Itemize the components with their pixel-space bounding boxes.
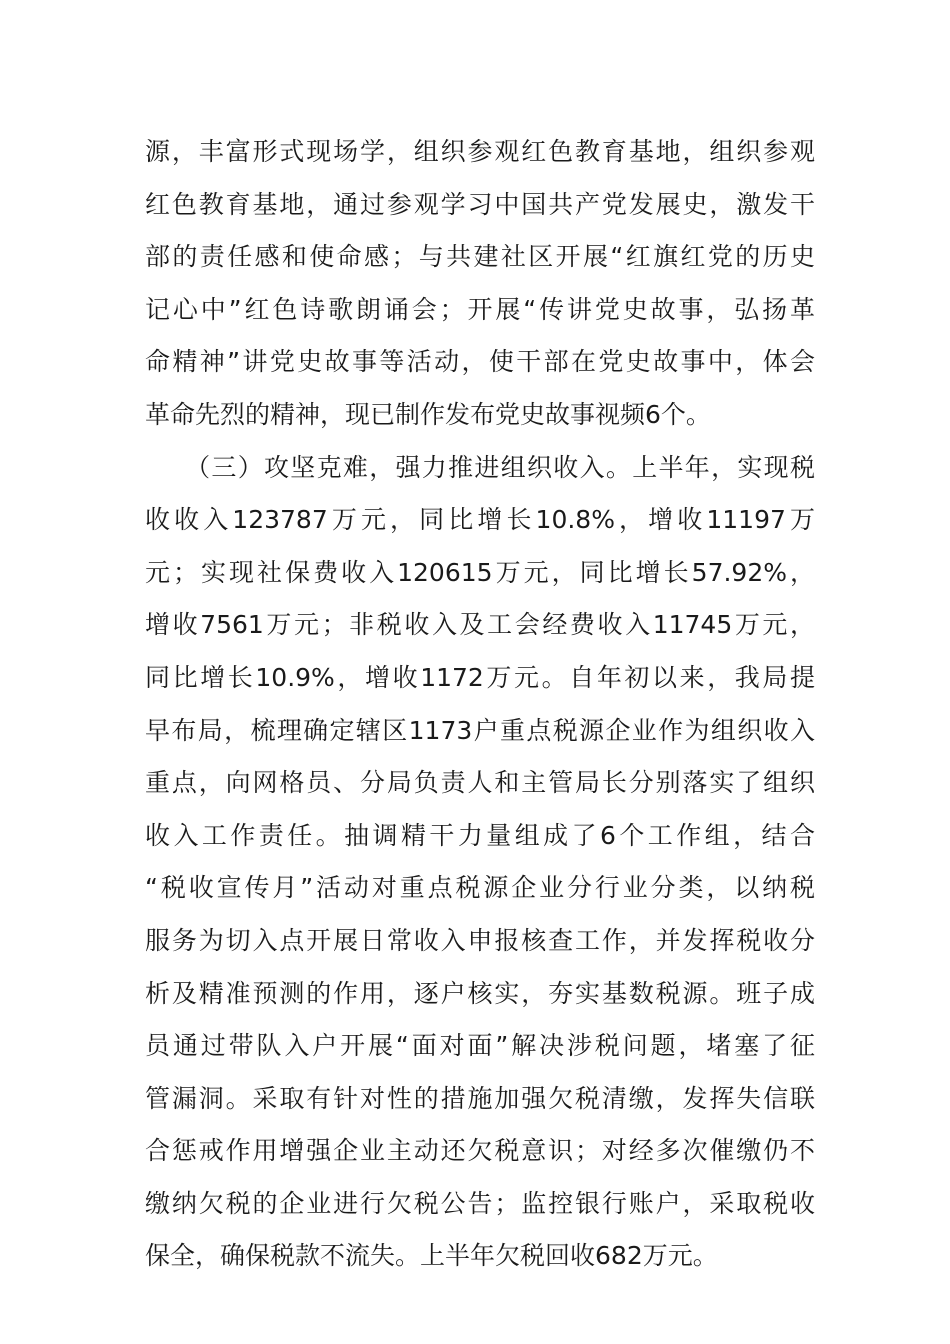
body-text (145, 126, 815, 1283)
text-line: 保全，确保税款不流失。上半年欠税回收682万元。 (145, 1241, 718, 1271)
text-line: 收收入123787万元，同比增长10.8%，增收11197万 (145, 505, 815, 535)
text-line: 早布局，梳理确定辖区1173户重点税源企业作为组织收入 (145, 715, 815, 745)
text-line: （三）攻坚克难，强力推进组织收入。上半年，实现税 (145, 452, 815, 482)
text-line: 增收7561万元；非税收入及工会经费收入11745万元， (145, 610, 815, 640)
text-line: 红色教育基地，通过参观学习中国共产党发展史，激发干 (145, 189, 815, 219)
text-line: 析及精准预测的作用，逐户核实，夯实基数税源。班子成 (145, 978, 815, 1008)
text-line: “税收宣传月”活动对重点税源企业分行业分类，以纳税 (145, 873, 815, 903)
text-line: 服务为切入点开展日常收入申报核查工作，并发挥税收分 (145, 925, 815, 955)
text-line: 革命先烈的精神，现已制作发布党史故事视频6个。 (145, 399, 711, 429)
text-line: 员通过带队入户开展“面对面”解决涉税问题，堵塞了征 (145, 1031, 815, 1061)
text-line: 命精神”讲党史故事等活动，使干部在党史故事中，体会 (145, 347, 815, 377)
text-line: 源，丰富形式现场学，组织参观红色教育基地，组织参观 (145, 137, 815, 166)
text-line: 合惩戒作用增强企业主动还欠税意识；对经多次催缴仍不 (145, 1136, 815, 1166)
text-line: 重点，向网格员、分局负责人和主管局长分别落实了组织 (145, 768, 815, 798)
text-line: 部的责任感和使命感；与共建社区开展“红旗红党的历史 (145, 242, 815, 272)
text-line: 元；实现社保费收入120615万元，同比增长57.92%， (145, 557, 815, 587)
text-line: 收入工作责任。抽调精干力量组成了6个工作组，结合 (145, 820, 815, 850)
text-line: 同比增长10.9%，增收1172万元。自年初以来，我局提 (145, 662, 815, 692)
text-line: 管漏洞。采取有针对性的措施加强欠税清缴，发挥失信联 (145, 1083, 815, 1113)
text-line: 记心中”红色诗歌朗诵会；开展“传讲党史故事，弘扬革 (145, 294, 815, 324)
text-line: 缴纳欠税的企业进行欠税公告；监控银行账户，采取税收 (145, 1188, 815, 1218)
